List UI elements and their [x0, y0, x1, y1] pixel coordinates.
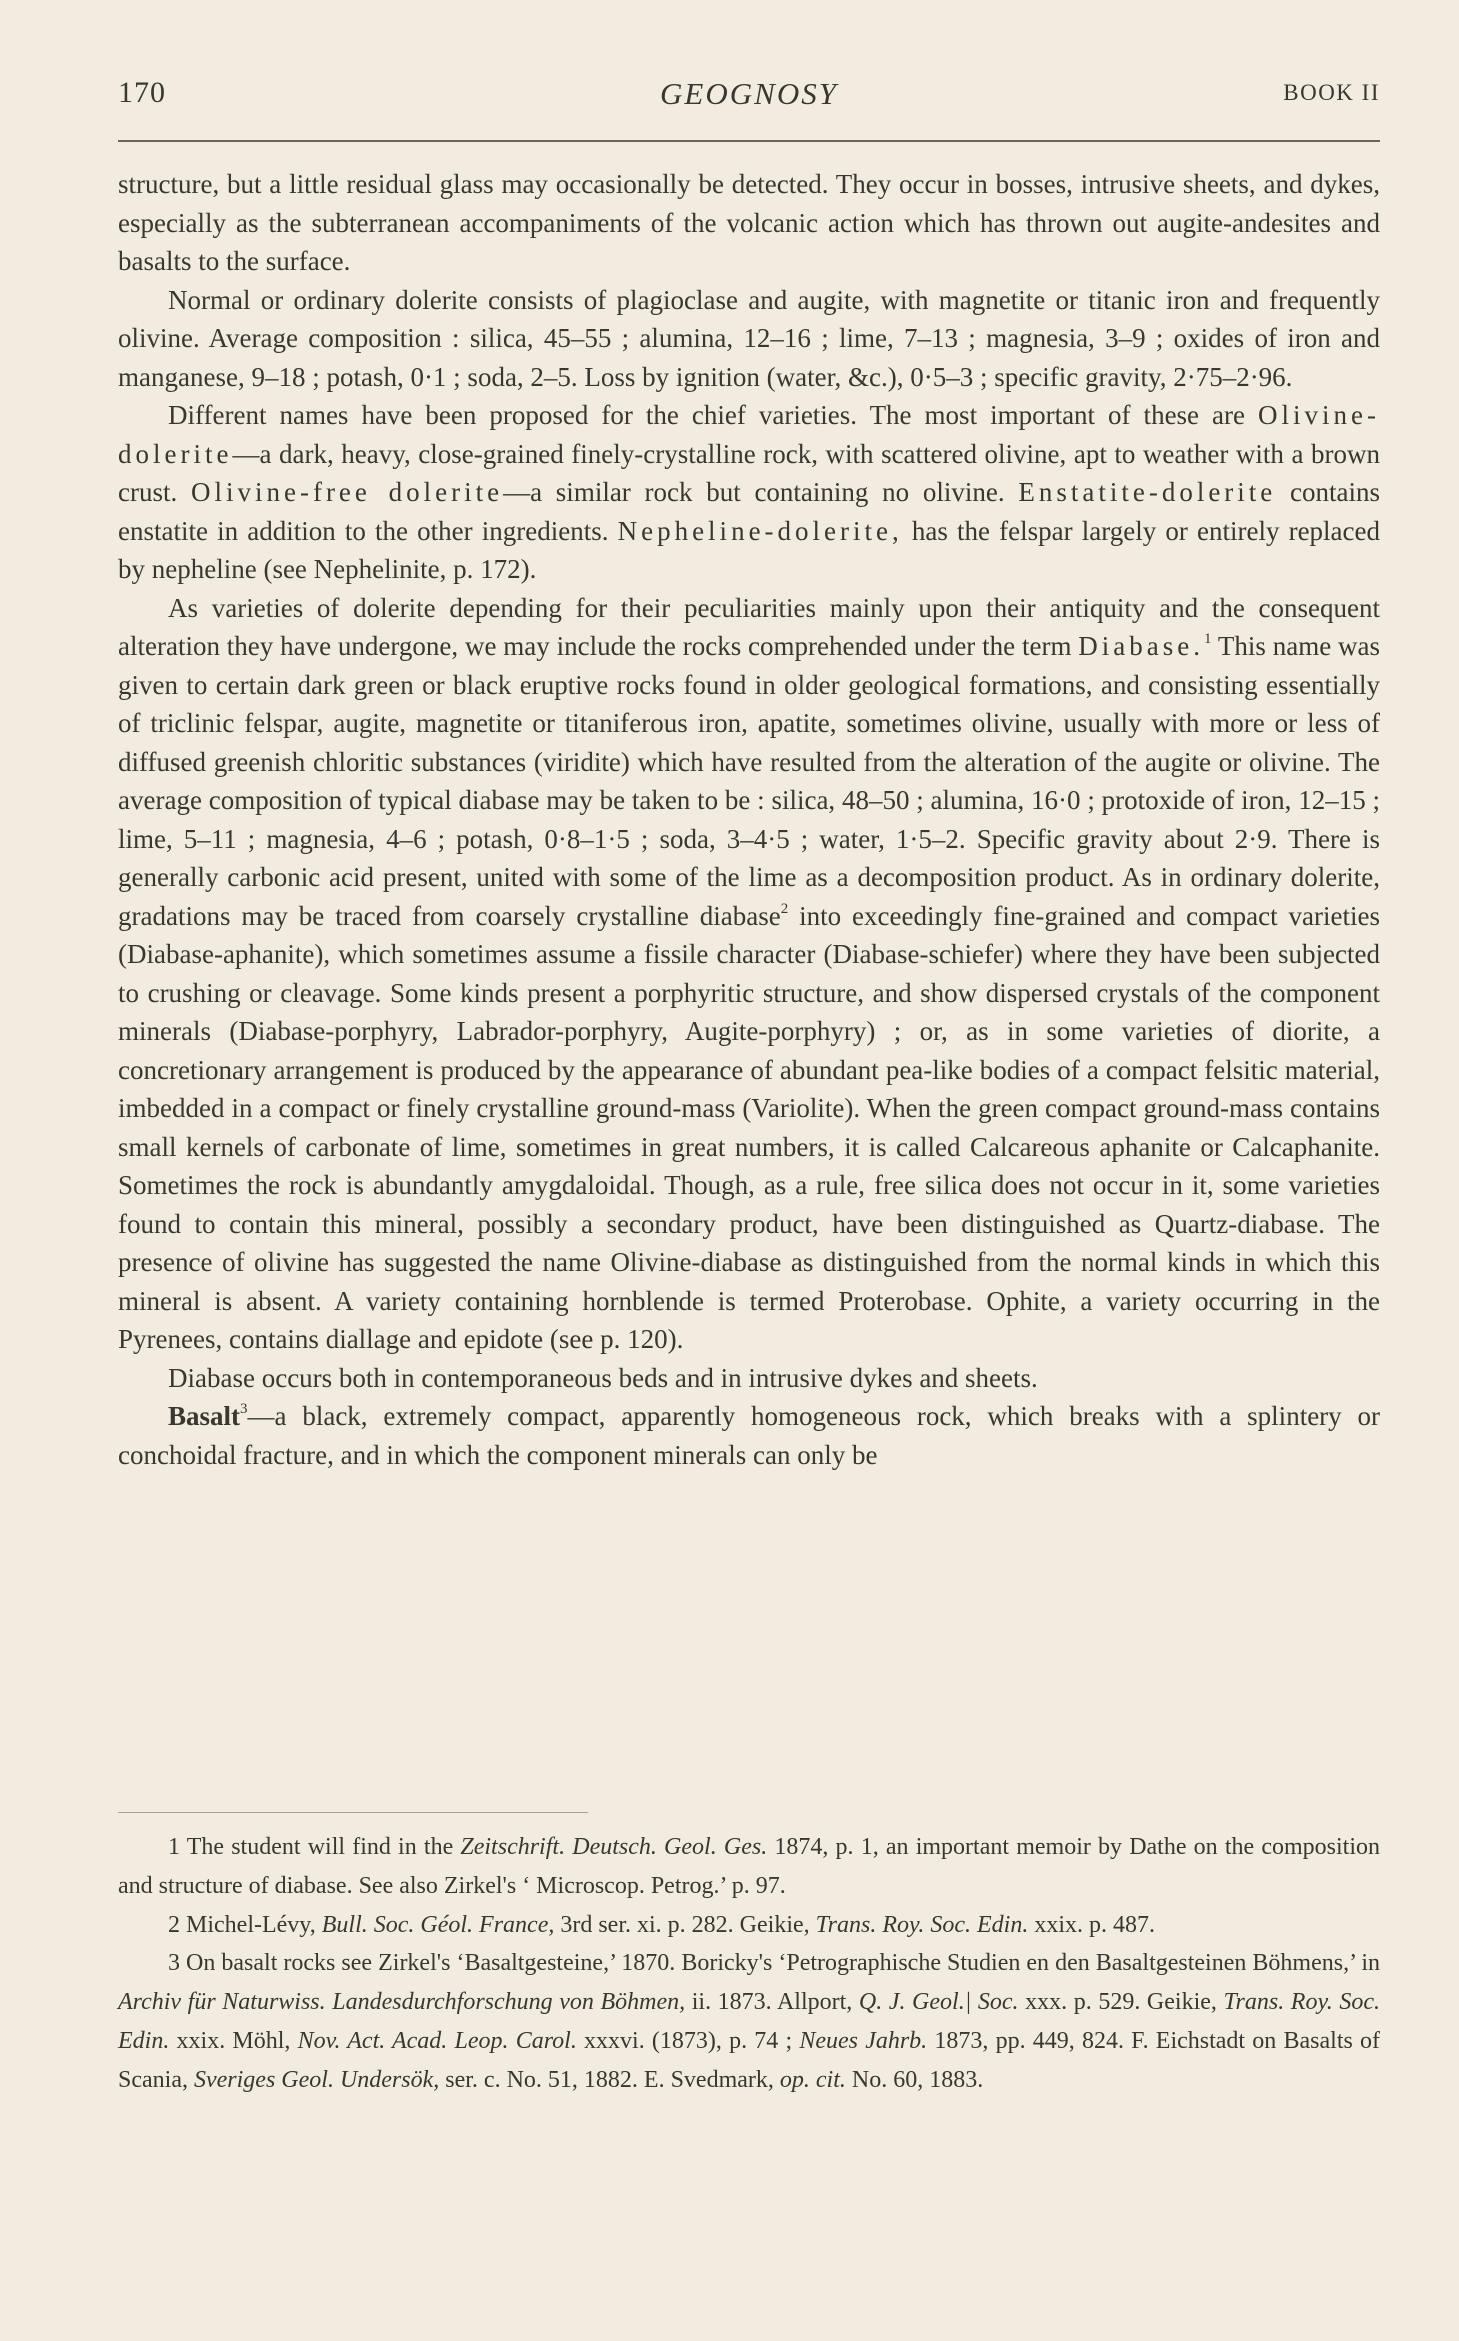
footnotes: [118, 1828, 1380, 2100]
footnote-ref-3[interactable]: 3: [240, 1401, 248, 1417]
paragraph-basalt: Basalt$^3$—a black, extremely compact, apparently homogeneous rock, which breaks with a splintery or conchoidal fracture, and in which the component minerals can only be: [118, 1401, 1380, 1470]
running-title: GEOGNOSY: [660, 76, 838, 111]
paragraph-normal-dolerite: Normal or ordinary dolerite consists of plagioclase and augite, with magnetite or titanic iron and frequently olivine. Average composition : silica, 45–55 ; alumina, 12–16 ; lime, 7–13 ; magnesia, 3–9 ; oxides of iron and manganese, 9–18 ; potash, 0·1 ; soda, 2–5. Loss by ignition (water, &c.), 0·5–3 ; specific gravity, 2·75–2·96.: [118, 284, 1380, 392]
footnote-ref-1[interactable]: 1: [1204, 631, 1212, 647]
footnote-2: 2 Michel-Lévy, Bull. Soc. Géol. France, 3rd ser. xi. p. 282. Geikie, Trans. Roy. Soc. Edin. xxix. p. 487.: [168, 1911, 1155, 1938]
footnote-ref-2[interactable]: 2: [780, 900, 789, 917]
term-basalt: Basalt: [168, 1401, 241, 1431]
footnote-1: 1 The student will find in the Zeitschrift. Deutsch. Geol. Ges. 1874, p. 1, an important memoir by Dathe on the composition and structure of diabase. See also Zirkel's ‘ Microscop. Petrog.’ p. 97.: [118, 1834, 1380, 1899]
term-diabase: Diabase.: [1078, 631, 1205, 661]
page-number: 170: [118, 76, 166, 109]
header-rule: [118, 140, 1380, 142]
term-olivine-free-dolerite: Olivine-free dolerite: [190, 477, 504, 507]
term-olivine-dolerite: Olivine-dolerite: [118, 400, 1381, 469]
paragraph-continued: structure, but a little residual glass may occasionally be detected. They occur in bosses, intrusive sheets, and dykes, especially as the subterranean accompaniments of the volcanic action which has thrown out augite-andesites and basalts to the surface.: [118, 169, 1380, 276]
running-header: [118, 76, 1380, 120]
paragraph-diabase: As varieties of dolerite depending for their peculiarities mainly upon their antiquity and the consequent alteration they have undergone, we may include the rocks comprehended under the term Diabase.$^1$ This name was given to certain dark green or black eruptive rocks found in older geological formations, and consisting essentially of triclinic felspar, augite, magnetite or titaniferous iron, apatite, sometimes olivine, usually with more or less of diffused greenish chloritic substances (viridite) which have resulted from the alteration of the augite or olivine. The average composition of typical diabase may be taken to be : silica, 48–50 ; alumina, 16·0 ; protoxide of iron, 12–15 ; lime, 5–11 ; magnesia, 4–6 ; potash, 0·8–1·5 ; soda, 3–4·5 ; water, 1·5–2. Specific gravity about 2·9. There is generally carbonic acid present, united with some of the lime as a decomposition product. As in ordinary dolerite, gradations may be traced from coarsely crystalline diabase$^2$ into exceedingly fine-grained and compact varieties (Diabase-aphanite), which sometimes assume a fissile character (Diabase-schiefer) where they have been subjected to crushing or cleavage. Some kinds present a porphyritic structure, and show dispersed crystals of the component minerals (Diabase-porphyry, Labrador-porphyry, Augite-porphyry) ; or, as in some varieties of diorite, a concretionary arrangement is produced by the appearance of abundant pea-like bodies of a compact felsitic material, imbedded in a compact or finely crystalline ground-mass (Variolite). When the green compact ground-mass contains small kernels of carbonate of lime, sometimes in great numbers, it is called Calcareous aphanite or Calcaphanite. Sometimes the rock is abundantly amygdaloidal. Though, as a rule, free silica does not occur in it, some varieties found to contain this mineral, possibly a secondary product, have been distinguished as Quartz-diabase. The presence of olivine has suggested the name Olivine-diabase as distinguished from the normal kinds in which this mineral is absent. A variety containing hornblende is termed Proterobase. Ophite, a variety occurring in the Pyrenees, contains diallage and epidote (see p. 120).: [118, 592, 1381, 1354]
main-text: [118, 165, 1380, 1474]
term-nepheline-dolerite: Nepheline-dolerite,: [617, 515, 903, 546]
paragraph-diabase-occurrence: Diabase occurs both in contemporaneous beds and in intrusive dykes and sheets.: [168, 1362, 1038, 1393]
footnote-3: 3 On basalt rocks see Zirkel's ‘Basaltgesteine,’ 1870. Boricky's ‘Petrographische Studien en den Basaltgesteinen Böhmens,’ in Archiv für Naturwiss. Landesdurchforschung von Böhmen, ii. 1873. Allport, Q. J. Geol.| Soc. xxx. p. 529. Geikie, Trans. Roy. Soc. Edin. xxix. Möhl, Nov. Act. Acad. Leop. Carol. xxxvi. (1873), p. 74 ; Neues Jahrb. 1873, pp. 449, 824. F. Eichstadt on Basalts of Scania, Sveriges Geol. Undersök, ser. c. No. 51, 1882. E. Svedmark, op. cit. No. 60, 1883.: [118, 1950, 1381, 2093]
book-label: BOOK II: [1283, 80, 1380, 105]
paragraph-varieties: Different names have been proposed for the chief varieties. The most important of these are Olivine-dolerite—a dark, heavy, close-grained finely-crystalline rock, with scattered olivine, apt to weather with a brown crust. Olivine-free dolerite—a similar rock but containing no olivine. Enstatite-dolerite contains enstatite in addition to the other ingredients. Nepheline-dolerite, has the felspar largely or entirely replaced by nepheline (see Nephelinite, p. 172).: [118, 400, 1381, 584]
footnote-rule: [118, 1812, 588, 1813]
term-enstatite-dolerite: Enstatite-dolerite: [1018, 477, 1277, 507]
